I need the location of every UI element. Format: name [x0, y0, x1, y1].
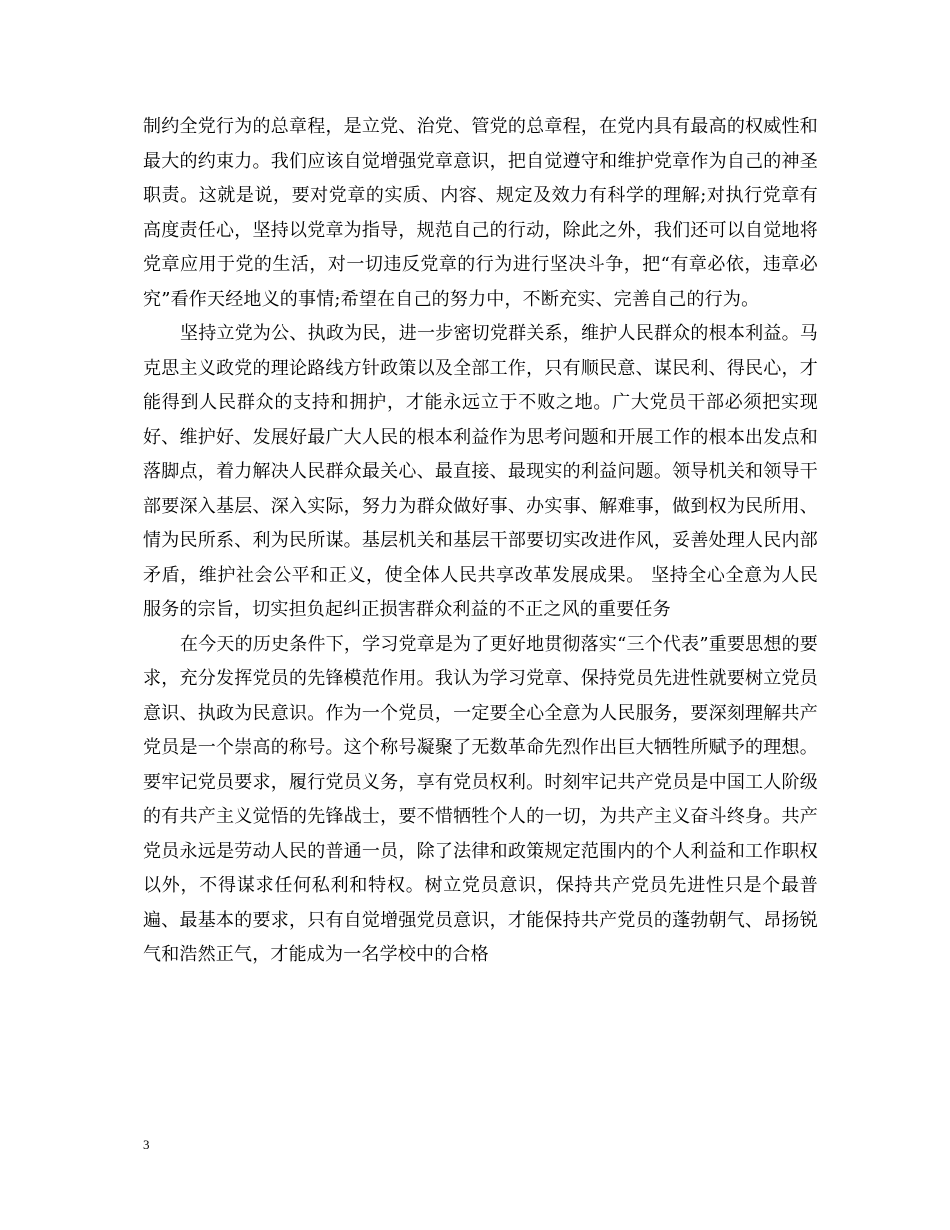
- paragraph-2: 坚持立党为公、执政为民，进一步密切党群关系，维护人民群众的根本利益。马克思主义政党的理论路线方针政策以及全部工作，只有顺民意、谋民利、得民心，才能得到人民群众的支持和拥护，才能永远立于不败之地。广大党员干部必须把实现好、维护好、发展好最广大人民的根本利益作为思考问题和开展工作的根本出发点和落脚点，着力解决人民群众最关心、最直接、最现实的利益问题。领导机关和领导干部要深入基层、深入实际，努力为群众做好事、办实事、解难事，做到权为民所用、情为民所系、利为民所谋。基层机关和基层干部要切实改进作风，妥善处理人民内部矛盾，维护社会公平和正义，使全体人民共享改革发展成果。 坚持全心全意为人民服务的宗旨，切实担负起纠正损害群众利益的不正之风的重要任务: [143, 323, 818, 620]
- paragraph-3: 在今天的历史条件下，学习党章是为了更好地贯彻落实“三个代表”重要思想的要求，充分发挥党员的先锋模范作用。我认为学习党章、保持党员先进性就要树立党员意识、执政为民意识。作为一个党员，一定要全心全意为人民服务，要深刻理解共产党员是一个崇高的称号。这个称号凝聚了无数革命先烈作出巨大牺牲所赋予的理想。要牢记党员要求，履行党员义务，享有党员权利。时刻牢记共产党员是中国工人阶级的有共产主义觉悟的先锋战士，要不惜牺牲个人的一切，为共产主义奋斗终身。共产党员永远是劳动人民的普通一员，除了法律和政策规定范围内的个人利益和工作职权以外，不得谋求任何私利和特权。树立党员意识，保持共产党员先进性只是个最普遍、最基本的要求，只有自觉增强党员意识，才能保持共产党员的蓬勃朝气、昂扬锐气和浩然正气，才能成为一名学校中的合格: [143, 633, 818, 965]
- page-number: 3: [143, 1137, 150, 1152]
- document-body: [143, 110, 818, 973]
- paragraph-1: 制约全党行为的总章程，是立党、治党、管党的总章程，在党内具有最高的权威性和最大的约束力。我们应该自觉增强党章意识，把自觉遵守和维护党章作为自己的神圣职责。这就是说，要对党章的实质、内容、规定及效力有科学的理解;对执行党章有高度责任心，坚持以党章为指导，规范自己的行动，除此之外，我们还可以自觉地将党章应用于党的生活，对一切违反党章的行为进行坚决斗争，把“有章必依，违章必究”看作天经地义的事情;希望在自己的努力中，不断充实、完善自己的行为。: [143, 116, 818, 310]
